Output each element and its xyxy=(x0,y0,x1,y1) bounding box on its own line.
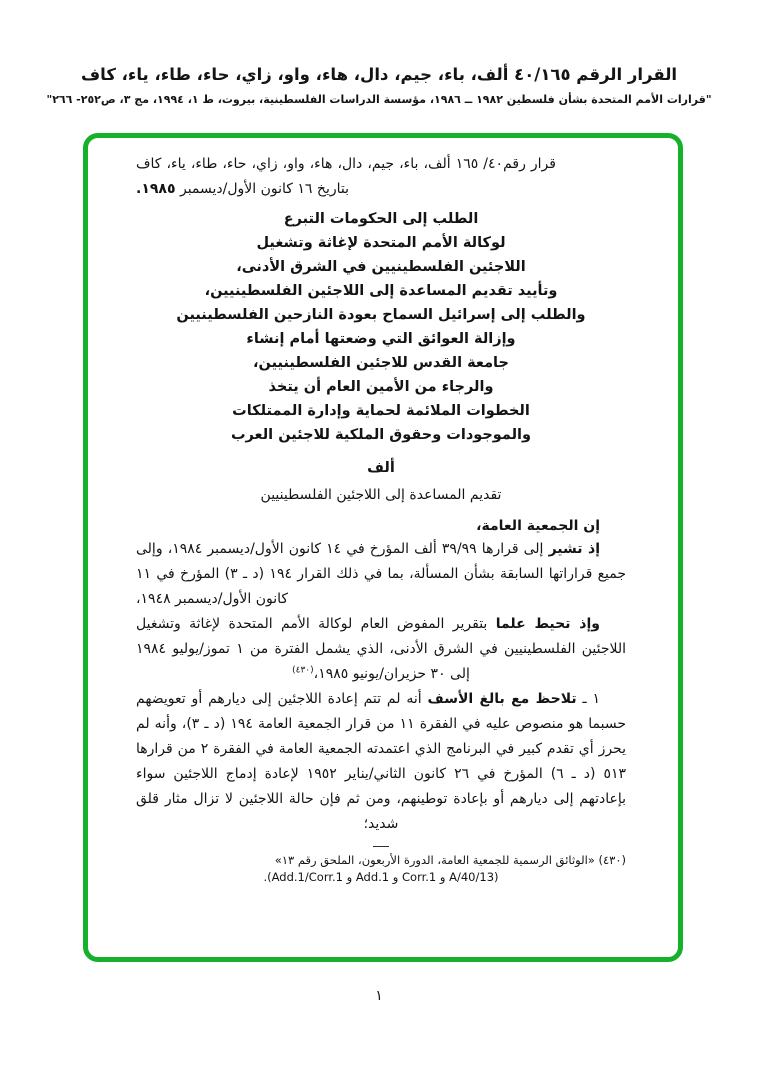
intro-text: قرار رقم٤٠/ ١٦٥ ألف، باء، جيم، دال، هاء، واو، زاي، حاء، طاء، ياء، كاف بتاريخ ١٦ كانون الأول/ديسمبر xyxy=(136,156,556,197)
resolution-title-line: الخطوات الملائمة لحماية وإدارة الممتلكات xyxy=(232,403,530,419)
paragraph-text: إلى قرارها ٣٩/٩٩ ألف المؤرخ في ١٤ كانون الأول/ديسمبر ١٩٨٤، وإلى جميع قراراتها السابقة بشأن المسألة، بما في ذلك القرار ١٩٤ (د ـ ٣) المؤرخ في ١١ كانون الأول/ديسمبر ١٩٤٨، xyxy=(136,541,627,607)
resolution-title-line: وإزالة العوائق التي وضعتها أمام إنشاء xyxy=(246,331,516,347)
footnote-separator xyxy=(373,846,389,847)
resolution-title-line: لوكالة الأمم المتحدة لإغاثة وتشغيل xyxy=(256,235,506,251)
paragraph-lead: تلاحظ مع بالغ الأسف xyxy=(427,691,577,707)
salutation: إن الجمعية العامة، xyxy=(476,518,600,534)
resolution-header-title: القرار الرقم ٤٠/١٦٥ ألف، باء، جيم، دال، هاء، واو، زاي، حاء، طاء، ياء، كاف xyxy=(80,65,678,84)
resolution-intro xyxy=(136,152,626,202)
footnote-symbols: (A/40/13 و Corr.1 و Add.1 و Add.1/Corr.1). xyxy=(263,870,499,884)
resolution-title-line: الطلب إلى الحكومات التبرع xyxy=(283,211,479,227)
preambular-paragraph-1 xyxy=(136,537,626,612)
paragraph-text: بتقرير المفوض العام لوكالة الأمم المتحدة لإغاثة وتشغيل اللاجئين الفلسطينيين في الشرق الأدنى، الذي يشمل الفترة من ١ تموز/يوليو ١٩٨٤ إلى ٣٠ حزيران/يونيو ١٩٨٥، xyxy=(136,616,627,682)
resolution-title-line: والرجاء من الأمين العام أن يتخذ xyxy=(268,379,494,395)
paragraph-lead: وإذ تحيط علما xyxy=(495,616,600,632)
section-letter-alif: ألف xyxy=(367,460,395,476)
paragraph-number: ١ ـ xyxy=(576,691,600,707)
footnote-reference: (٤٣٠) xyxy=(292,665,314,676)
paragraph-lead: إذ تشير xyxy=(548,541,601,557)
resolution-title-line: والطلب إلى إسرائيل السماح بعودة النازحين الفلسطينيين xyxy=(176,307,586,323)
resolution-title-block xyxy=(136,207,626,447)
resolution-title-line: والموجودات وحقوق الملكية للاجئين العرب xyxy=(230,427,532,443)
resolution-title-line: جامعة القدس للاجئين الفلسطينيين، xyxy=(253,355,509,371)
paragraph-text: أنه لم تتم إعادة اللاجئين إلى ديارهم أو تعويضهم حسبما هو منصوص عليه في الفقرة ١١ من قرار الجمعية العامة ١٩٤ (د ـ ٣)، وأنه لم يحرز أي تقدم كبير في البرنامج الذي اعتمدته الجمعية العامة في الفقرة ٢ من قرارها ٥١٣ (د ـ ٦) المؤرخ في ٢٦ كانون الثاني/يناير ١٩٥٢ لإعادة إدماج اللاجئين سواء بإعادتهم إلى ديارهم أو بإعادة توطينهم، ومن ثم فإن حالة اللاجئين لا تزال مثار قلق شديد؛ xyxy=(136,691,627,832)
source-citation: "قرارات الأمم المتحدة بشأن فلسطين ١٩٨٢ ــ ١٩٨٦، مؤسسة الدراسات الفلسطينية، بيروت، ط ١، ١٩٩٤، مج ٣، ص٢٥٢- ٢٦٦" xyxy=(46,93,712,106)
operative-paragraph-1 xyxy=(136,687,626,837)
section-title: تقديم المساعدة إلى اللاجئين الفلسطينيين xyxy=(260,487,502,503)
resolution-border-box xyxy=(83,133,683,962)
footnote-citation: (٤٣٠) «الوثائق الرسمية للجمعية العامة، الدورة الأربعون، الملحق رقم ١٣» xyxy=(274,853,626,867)
footnote-area xyxy=(136,846,626,886)
resolution-title-line: وتأييد تقديم المساعدة إلى اللاجئين الفلسطينيين، xyxy=(204,283,558,299)
document-header xyxy=(0,64,758,107)
resolution-title-line: اللاجئين الفلسطينيين في الشرق الأدنى، xyxy=(236,259,526,275)
intro-year: ١٩٨٥. xyxy=(136,181,176,197)
preambular-paragraph-2 xyxy=(136,612,626,687)
page-number: ١ xyxy=(375,988,383,1004)
